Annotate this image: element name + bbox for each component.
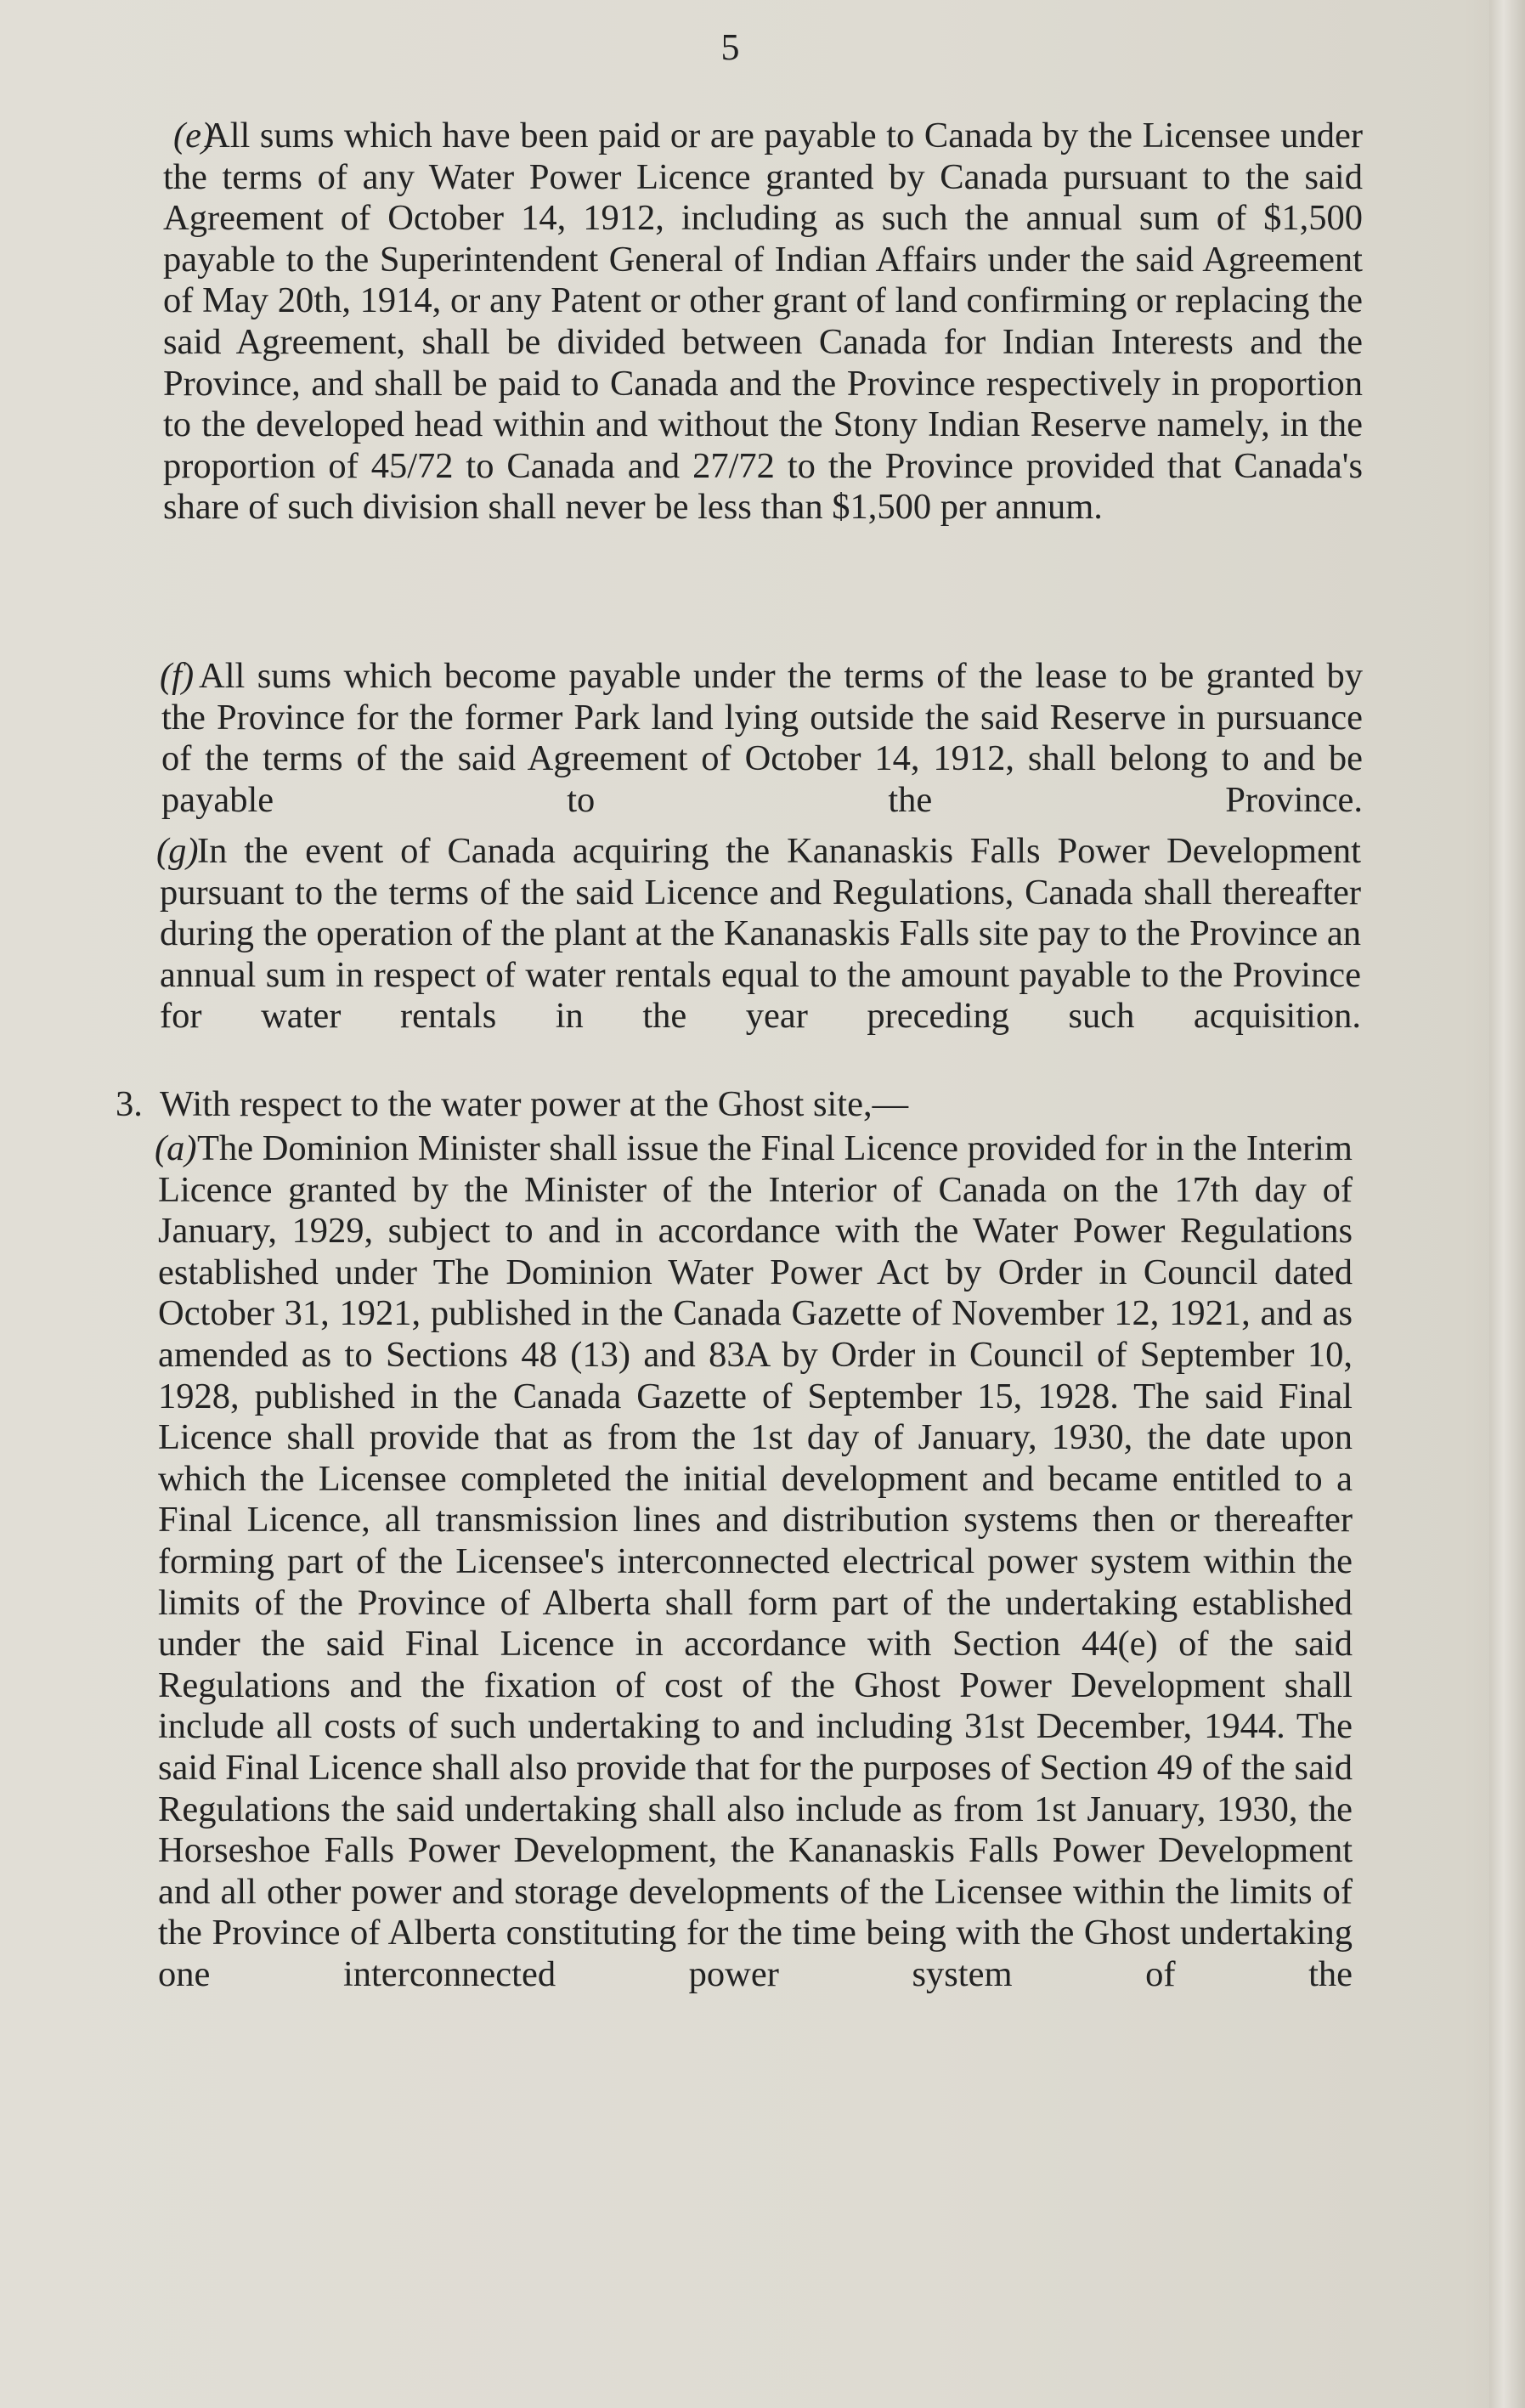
paragraph-a — [155, 1128, 1353, 1995]
paragraph-f — [161, 656, 1363, 821]
paragraph-g-text: In the event of Canada acquiring the Kananaskis Falls Power Development pursuant to the terms of the said Licence and Regulations, Canada shall thereafter during the operation of the plant at the Kananaskis Falls site pay to the Province an annual sum in respect of water rentals equal to the amount payable to the Province for water rentals in the year preceding such acquisition. — [160, 831, 1361, 1037]
paragraph-g — [156, 831, 1361, 1037]
paragraph-e-text: All sums which have been paid or are payable to Canada by the Licensee under the terms of any Water Power Licence granted by Canada pursuant to the said Agreement of October 14, 1912, including as such the annual sum of $1,500 payable to the Superintendent General of Indian Affairs under the said Agreement of May 20th, 1914, or any Patent or other grant of land confirming or replacing the said Agreement, shall be divided between Canada for Indian Interests and the Province, and shall be paid to Canada and the Province respectively in proportion to the developed head within and without the Stony Indian Reserve namely, in the proportion of 45/72 to Canada and 27/72 to the Province provided that Canada's share of such division shall never be less than $1,500 per annum. — [163, 116, 1363, 528]
section-3-label: 3. — [116, 1084, 143, 1124]
paragraph-a-label: (a) — [155, 1128, 197, 1168]
paragraph-f-text: All sums which become payable under the terms of the lease to be granted by the Province for the former Park land lying outside the said Reserve in pursuance of the terms of the said Agreement of October 14, 1912, shall belong to and be payable to the Province. — [161, 656, 1363, 820]
paragraph-f-label: (f) — [160, 656, 195, 696]
page-edge — [1489, 0, 1525, 2408]
page-number: 5 — [720, 26, 741, 68]
paragraph-e-label: (e) — [173, 116, 214, 155]
paragraph-a-text: The Dominion Minister shall issue the Final Licence provided for in the Interim Licence granted by the Minister of the Interior of Canada on the 17th day of January, 1929, subject to and in accordance with the Water Power Regulations established under The Dominion Water Power Act by Order in Council dated October 31, 1921, published in the Canada Gazette of November 12, 1921, and as amended as to Sections 48 (13) and 83A by Order in Council of September 10, 1928, published in the Canada Gazette of September 15, 1928. The said Final Licence shall provide that as from the 1st day of January, 1930, the date upon which the Licensee completed the initial development and became entitled to a Final Licence, all transmission lines and distribution systems then or thereafter forming part of the Licensee's interconnected electrical power system within the limits of the Province of Alberta shall form part of the undertaking established under the said Final Licence in accordance with Section 44(e) of the said Regulations and the fixation of cost of the Ghost Power Development shall include all costs of such undertaking to and including 31st December, 1944. The said Final Licence shall also provide that for the purposes of Section 49 of the said Regulations the said undertaking shall also include as from 1st January, 1930, the Horseshoe Falls Power Development, the Kananaskis Falls Power Development and all other power and storage developments of the Licensee within the limits of the Province of Alberta constituting for the time being with the Ghost undertaking one interconnected power system of the — [158, 1128, 1353, 1994]
paragraph-g-label: (g) — [156, 831, 199, 871]
section-3-text: With respect to the water power at the Ghost site,— — [160, 1084, 909, 1124]
section-3 — [116, 1084, 1361, 1126]
paragraph-e — [163, 116, 1363, 529]
